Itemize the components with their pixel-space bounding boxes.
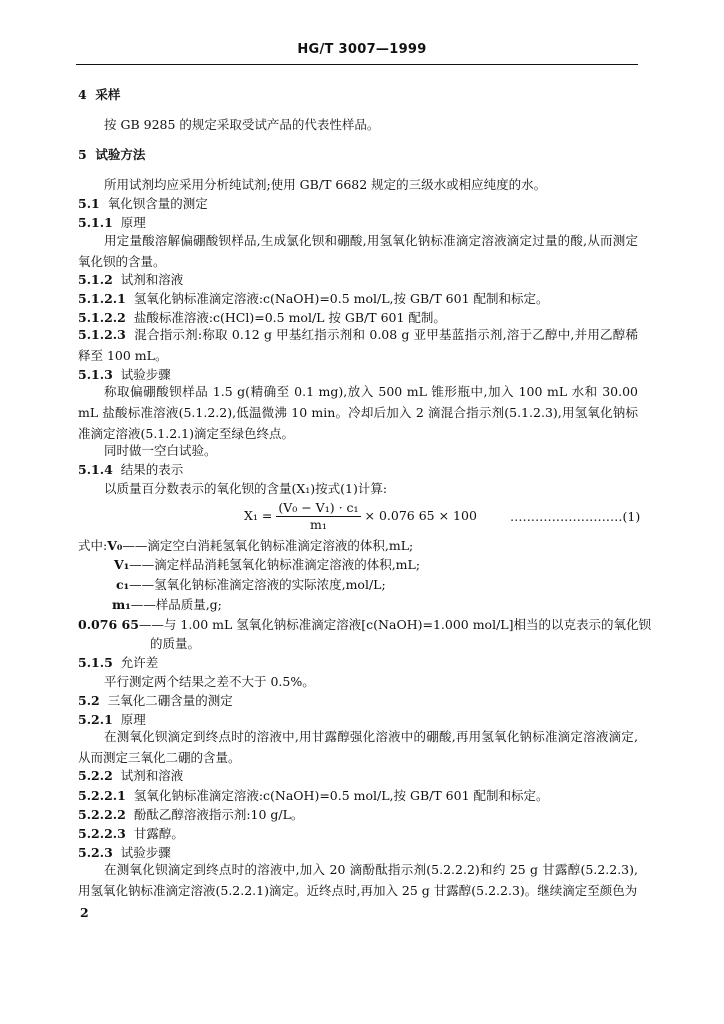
item-5-1-2-1 (78, 291, 549, 307)
item-5-2-2-1 (78, 788, 549, 804)
section-5-1-4-heading (78, 462, 183, 478)
definition-v0 (78, 538, 413, 554)
section-title: 试验方法 (95, 147, 146, 162)
section-5-2-3-text: 在测氧化钡滴定到终点时的溶液中,加入 20 滴酚酞指示剂(5.2.2.2)和约 25 g 甘露醇(5.2.2.3),用氢氧化钠标准滴定溶液(5.2.2.1)滴定。近终点时,再加入 25 g 甘露醇(5.2.2.3)。继续滴定至颜色为 (78, 862, 638, 898)
section-title: 试剂和溶液 (120, 272, 184, 287)
section-5-1-5-text: 平行测定两个结果之差不大于 0.5%。 (104, 674, 315, 689)
section-number: 5.1 (78, 196, 100, 211)
definition-c1 (116, 577, 386, 593)
section-4-text: 按 GB 9285 的规定采取受试产品的代表性样品。 (104, 117, 380, 132)
symbol-description: ——氢氧化钠标准滴定溶液的实际浓度,mol/L; (129, 577, 386, 592)
section-5-2-2-heading (78, 768, 183, 784)
section-title: 试验步骤 (120, 367, 171, 382)
item-number: 5.2.2.3 (78, 826, 126, 841)
section-number: 5.2.1 (78, 712, 113, 727)
formula-1 (244, 500, 477, 533)
section-number: 5.1.4 (78, 462, 113, 477)
page-number: 2 (80, 905, 89, 920)
item-5-1-2-3 (78, 324, 638, 366)
symbol-description: ——样品质量,g; (130, 597, 222, 612)
section-5-1-heading (78, 196, 208, 212)
formula-denominator: m₁ (310, 517, 327, 532)
item-text: 甘露醇。 (133, 826, 184, 841)
section-number: 5.2 (78, 693, 100, 708)
section-5-1-1-heading (78, 215, 146, 231)
formula-fraction (276, 500, 360, 533)
item-number: 5.1.2.3 (78, 327, 126, 342)
formula-intro: 以质量百分数表示的氧化钡的含量(X₁)按式(1)计算: (104, 481, 388, 496)
section-title: 氧化钡含量的测定 (107, 196, 208, 211)
symbol: 0.076 65 (78, 617, 139, 632)
section-title: 原理 (120, 215, 146, 230)
header-rule (76, 64, 638, 65)
section-5-1-5-heading (78, 655, 158, 671)
section-number: 4 (78, 87, 87, 102)
section-5-text: 所用试剂均应采用分析纯试剂;使用 GB/T 6682 规定的三级水或相应纯度的水。 (104, 177, 547, 192)
section-5-1-1-text: 用定量酸溶解偏硼酸钡样品,生成氯化钡和硼酸,用氢氧化钠标准滴定溶液滴定过量的酸,从而测定氧化钡的含量。 (78, 233, 638, 269)
section-number: 5.2.3 (78, 845, 113, 860)
symbol: V₀ (107, 538, 123, 553)
section-5-1-3-text: 称取偏硼酸钡样品 1.5 g(精确至 0.1 mg),放入 500 mL 锥形瓶中,加入 100 mL 水和 30.00 mL 盐酸标准溶液(5.1.2.2),低温微沸 10 min。冷却后加入 2 滴混合指示剂(5.1.2.3),用氢氧化钠标准滴定溶液(5.1.2.1)滴定至绿色终点。 (78, 384, 638, 441)
section-4-heading (78, 87, 120, 103)
section-title: 试验步骤 (120, 845, 171, 860)
section-title: 采样 (95, 87, 121, 102)
section-5-2-1-text: 在测氧化钡滴定到终点时的溶液中,用甘露醇强化溶液中的硼酸,再用氢氧化钠标准滴定溶液滴定,从而测定三氧化二硼的含量。 (78, 729, 638, 765)
item-number: 5.2.2.2 (78, 807, 126, 822)
symbol: V₁ (114, 557, 130, 572)
item-5-2-2-3 (78, 826, 184, 842)
section-number: 5.1.2 (78, 272, 113, 287)
item-number: 5.2.2.1 (78, 788, 126, 803)
formula-numerator: (V₀ − V₁) · c₁ (278, 500, 359, 515)
item-text: 酚酞乙醇溶液指示剂:10 g/L。 (133, 807, 304, 822)
section-number: 5.1.3 (78, 367, 113, 382)
section-number: 5 (78, 147, 87, 162)
section-5-1-2-heading (78, 272, 183, 288)
symbol: m₁ (112, 597, 131, 612)
definition-coefficient (78, 617, 651, 633)
symbol: c₁ (116, 577, 130, 592)
item-text: 盐酸标准溶液:c(HCl)=0.5 mol/L 按 GB/T 601 配制。 (133, 310, 446, 325)
section-5-2-heading (78, 693, 233, 709)
item-5-2-2-2 (78, 807, 303, 823)
section-title: 结果的表示 (120, 462, 184, 477)
formula-rest: × 0.076 65 × 100 (364, 508, 477, 523)
definition-m1 (112, 597, 222, 613)
definition-coefficient-cont: 的质量。 (150, 636, 201, 651)
standard-code-header: HG/T 3007—1999 (297, 42, 427, 57)
blank-test-note: 同时做一空白试验。 (104, 443, 217, 458)
formula-lhs: X₁ = (244, 508, 273, 523)
definition-v1 (114, 557, 420, 573)
item-text: 混合指示剂:称取 0.12 g 甲基红指示剂和 0.08 g 亚甲基蓝指示剂,溶于乙醇中,并用乙醇稀释至 100 mL。 (78, 327, 638, 363)
item-number: 5.1.2.2 (78, 310, 126, 325)
section-number: 5.1.1 (78, 215, 113, 230)
item-text: 氢氧化钠标准滴定溶液:c(NaOH)=0.5 mol/L,按 GB/T 601 配制和标定。 (133, 291, 549, 306)
section-number: 5.2.2 (78, 768, 113, 783)
section-5-heading (78, 147, 145, 163)
where-label: 式中: (78, 538, 108, 553)
symbol-description: ——滴定空白消耗氢氧化钠标准滴定溶液的体积,mL; (122, 538, 414, 553)
item-text: 氢氧化钠标准滴定溶液:c(NaOH)=0.5 mol/L,按 GB/T 601 配制和标定。 (133, 788, 549, 803)
symbol-description: ——滴定样品消耗氢氧化钠标准滴定溶液的体积,mL; (129, 557, 421, 572)
symbol-description: ——与 1.00 mL 氢氧化钠标准滴定溶液[c(NaOH)=1.000 mol/L]相当的以克表示的氧化钡 (138, 617, 651, 632)
section-title: 试剂和溶液 (120, 768, 184, 783)
section-title: 三氧化二硼含量的测定 (107, 693, 233, 708)
section-number: 5.1.5 (78, 655, 113, 670)
formula-label: ………………………(1) (510, 509, 641, 524)
section-title: 原理 (120, 712, 146, 727)
section-title: 允许差 (120, 655, 159, 670)
item-number: 5.1.2.1 (78, 291, 126, 306)
